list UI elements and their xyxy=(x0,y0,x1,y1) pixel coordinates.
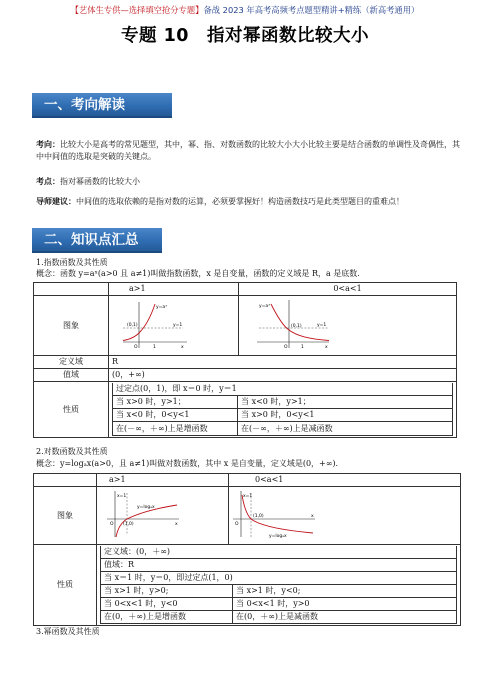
log-range: 值域：R xyxy=(101,559,457,572)
log-p1-right: 当 x>1 时，y<0; xyxy=(233,585,457,598)
exp-col-a-lt1: 0<a<1 xyxy=(239,283,457,296)
exp-col-a-gt1: a>1 xyxy=(109,283,239,296)
exp-row-range: 值域 xyxy=(34,369,109,382)
kaodian-para xyxy=(36,175,466,188)
point-label: (0,1) xyxy=(291,324,302,329)
point-label: (0,1) xyxy=(127,323,138,328)
log-heading: 2.对数函数及其性质 xyxy=(36,447,108,456)
exp-table xyxy=(33,282,457,438)
exp-row-graph: 图象 xyxy=(34,296,109,356)
exp-p2-left: 当 x<0 时，0<y<1 xyxy=(113,409,238,422)
log-p2-left: 当 0<x<1 时，y<0 xyxy=(101,598,233,611)
kaodian-label: 考点： xyxy=(36,176,60,186)
x-label: x xyxy=(325,345,328,350)
origin-label: O xyxy=(110,522,114,527)
one-label: 1 xyxy=(301,345,304,350)
log-col-a-gt1: a>1 xyxy=(97,474,229,487)
curve-label: y=logₐx xyxy=(269,534,287,539)
exp-fixed-point: 过定点(0，1)，即 x＝0 时，y＝1 xyxy=(113,383,453,396)
origin-label: O xyxy=(284,345,288,350)
x-label: x xyxy=(181,345,184,350)
exp-graph-lt1 xyxy=(239,296,455,352)
point-label: (1,0) xyxy=(253,514,264,519)
log-graph-gt1 xyxy=(97,487,227,541)
exp-p2-right: 当 x>0 时，0<y<1 xyxy=(238,409,453,422)
exp-mono-right: 在(－∞，＋∞)上是减函数 xyxy=(238,422,453,436)
header-bracket: 【艺体生专供—选择填空抢分专题】 xyxy=(70,5,204,15)
section-banner-2: 二、知识点汇总 xyxy=(32,228,162,253)
kaoxiang-text: 比较大小是高考的常见题型，其中，幂、指、对数函数的比较大小大小比较主要是结合函数的单调性及奇偶性，其中中间值的选取是突破的关键点。 xyxy=(36,140,460,161)
kaoxiang-label: 考向： xyxy=(36,139,60,149)
log-corner xyxy=(34,474,97,487)
log-fixed: 当 x＝1 时，y＝0，即过定点(1，0) xyxy=(101,572,457,585)
exp-prop-inner xyxy=(112,383,453,436)
log-prop-cell xyxy=(97,545,461,626)
exp-row-domain: 定义域 xyxy=(34,356,109,369)
kaoxiang-para xyxy=(36,138,466,163)
exp-heading: 1.指数函数及其性质 xyxy=(36,258,108,267)
asym-label: x=1 xyxy=(243,494,253,499)
asym-label: y=1 xyxy=(173,323,183,328)
exp-domain-val: R xyxy=(109,356,457,369)
curve-label: y=aˣ xyxy=(259,304,271,309)
daoshi-para xyxy=(36,195,466,208)
curve-label: y=logₐx xyxy=(137,505,155,510)
curve-label: y=aˣ xyxy=(156,305,168,310)
header-rest: 备战 2023 年高考高频考点题型精讲+精练（新高考通用） xyxy=(203,5,420,15)
exp-row-prop: 性质 xyxy=(34,382,109,438)
daoshi-text: 中间值的选取依赖的是指对数的运算，必须要掌握好！构造函数技巧是此类型题目的重难点！ xyxy=(76,197,404,206)
log-p2-right: 当 0<x<1 时，y>0 xyxy=(233,598,457,611)
log-p1-left: 当 x>1 时，y>0; xyxy=(101,585,233,598)
x-label: x xyxy=(311,514,314,519)
header-line xyxy=(0,4,490,16)
exp-p1-right: 当 x<0 时，y>1； xyxy=(238,396,453,409)
x-label: x xyxy=(175,522,178,527)
exp-prop-cell xyxy=(109,382,457,438)
origin-label: O xyxy=(235,522,239,527)
one-label: 1 xyxy=(153,345,156,350)
point-label: (1,0) xyxy=(123,522,134,527)
log-mono-left: 在(0，＋∞)上是增函数 xyxy=(101,611,233,624)
exp-p1-left: 当 x>0 时，y>1； xyxy=(113,396,238,409)
origin-label: O xyxy=(134,345,138,350)
section-banner-1: 一、考向解读 xyxy=(32,93,172,118)
log-graph-lt1 xyxy=(229,487,459,541)
pow-heading: 3.幂函数及其性质 xyxy=(36,627,100,636)
exp-range-val: (0，+∞) xyxy=(109,369,457,382)
exp-graph-gt1 xyxy=(109,296,237,352)
exp-graph-gt1-cell xyxy=(109,296,239,356)
asym-label: y=1 xyxy=(317,323,327,328)
log-domain: 定义域：(0，＋∞) xyxy=(101,546,457,559)
log-prop-inner xyxy=(100,546,457,624)
log-graph-gt1-cell xyxy=(97,487,229,545)
exp-concept: 概念：函数 y=aˣ(a>0 且 a≠1)叫做指数函数，x 是自变量，函数的定义域是 R，a 是底数. xyxy=(36,269,360,278)
log-graph-lt1-cell xyxy=(229,487,461,545)
daoshi-label: 导师建议： xyxy=(36,196,76,206)
log-mono-right: 在(0，＋∞)上是减函数 xyxy=(233,611,457,624)
log-row-graph: 图象 xyxy=(34,487,97,545)
log-col-a-lt1: 0<a<1 xyxy=(229,474,461,487)
log-concept: 概念：y=logₐx(a>0，且 a≠1)叫做对数函数，其中 x 是自变量，定义域是(0，+∞). xyxy=(36,459,339,468)
page-title: 专题 10 指对幂函数比较大小 xyxy=(121,26,369,46)
kaodian-text: 指对幂函数的比较大小 xyxy=(60,177,140,186)
exp-corner xyxy=(34,283,109,296)
asym-label: x=1 xyxy=(117,494,127,499)
exp-graph-lt1-cell xyxy=(239,296,457,356)
exp-mono-left: 在(－∞，＋∞)上是增函数 xyxy=(113,422,238,436)
log-row-prop: 性质 xyxy=(34,545,97,626)
log-table xyxy=(33,473,461,626)
